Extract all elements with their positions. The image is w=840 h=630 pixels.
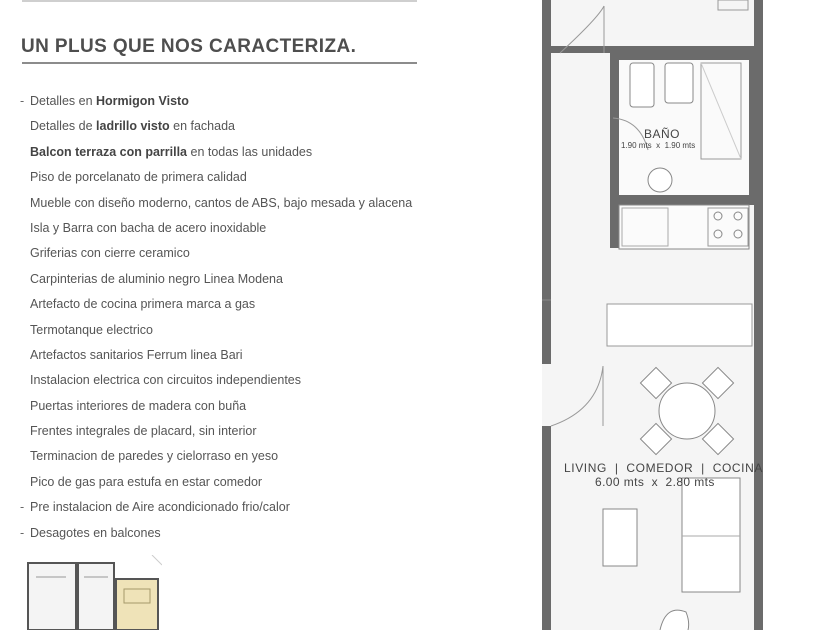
feature-item <box>20 395 440 420</box>
feature-text: Carpinterias de aluminio negro Linea Modena <box>30 271 283 286</box>
bullet-dash: - <box>20 525 25 540</box>
living-size: 6.00 mts x 2.80 mts <box>595 475 715 489</box>
feature-text: Puertas interiores de madera con buña <box>30 398 247 413</box>
feature-text: Detalles de <box>30 119 97 134</box>
feature-item <box>20 192 440 217</box>
bullet-dash: - <box>20 94 25 108</box>
feature-item <box>20 217 440 242</box>
feature-text: Pico de gas para estufa en estar comedor <box>30 474 263 489</box>
feature-text: Isla y Barra con bacha de acero inoxidable <box>30 220 267 235</box>
feature-text: Artefacto de cocina primera marca a gas <box>30 297 256 312</box>
feature-text: en todas las unidades <box>187 144 313 159</box>
top-divider <box>22 0 417 2</box>
feature-item <box>20 445 440 470</box>
feature-text: Mueble con diseño moderno, cantos de ABS, bajo mesada y alacena <box>30 195 413 210</box>
feature-text: Termotanque electrico <box>30 322 153 337</box>
feature-item <box>20 166 440 191</box>
feature-text: Frentes integrales de placard, sin interior <box>30 424 257 439</box>
title-underline <box>22 62 417 64</box>
feature-item <box>20 141 440 166</box>
feature-item <box>20 242 440 267</box>
feature-highlight: ladrillo visto <box>96 119 170 134</box>
feature-text: Desagotes en balcones <box>30 525 161 540</box>
feature-item <box>20 268 440 293</box>
feature-text: Terminacion de paredes y cielorraso en yeso <box>30 449 279 464</box>
feature-text: en fachada <box>169 119 235 134</box>
feature-item <box>20 496 440 521</box>
feature-item <box>20 420 440 445</box>
bathroom-size: 1.90 mts x 1.90 mts <box>621 141 696 150</box>
features-list <box>20 90 440 547</box>
feature-item <box>20 90 440 115</box>
feature-text: Griferias con cierre ceramico <box>30 246 190 261</box>
floorplan <box>540 0 810 630</box>
living-label: LIVING | COMEDOR | COCINA <box>564 461 763 475</box>
floorplan-thumbnail <box>22 555 162 630</box>
feature-item <box>20 344 440 369</box>
feature-item <box>20 115 440 140</box>
section-title: UN PLUS QUE NOS CARACTERIZA. <box>21 36 357 57</box>
feature-text: Detalles en <box>30 94 97 108</box>
bullet-dash: - <box>20 500 25 515</box>
feature-highlight: Hormigon Visto <box>96 94 189 108</box>
feature-item <box>20 319 440 344</box>
feature-text: Piso de porcelanato de primera calidad <box>30 170 247 185</box>
feature-text: Instalacion electrica con circuitos independientes <box>30 373 301 388</box>
feature-item <box>20 522 440 547</box>
feature-text: Artefactos sanitarios Ferrum linea Bari <box>30 347 243 362</box>
bathroom-label: BAÑO <box>644 127 681 141</box>
feature-item <box>20 369 440 394</box>
feature-highlight: Balcon terraza con parrilla <box>30 144 188 159</box>
feature-item <box>20 471 440 496</box>
feature-text: Pre instalacion de Aire acondicionado frio/calor <box>30 500 290 515</box>
feature-item <box>20 293 440 318</box>
